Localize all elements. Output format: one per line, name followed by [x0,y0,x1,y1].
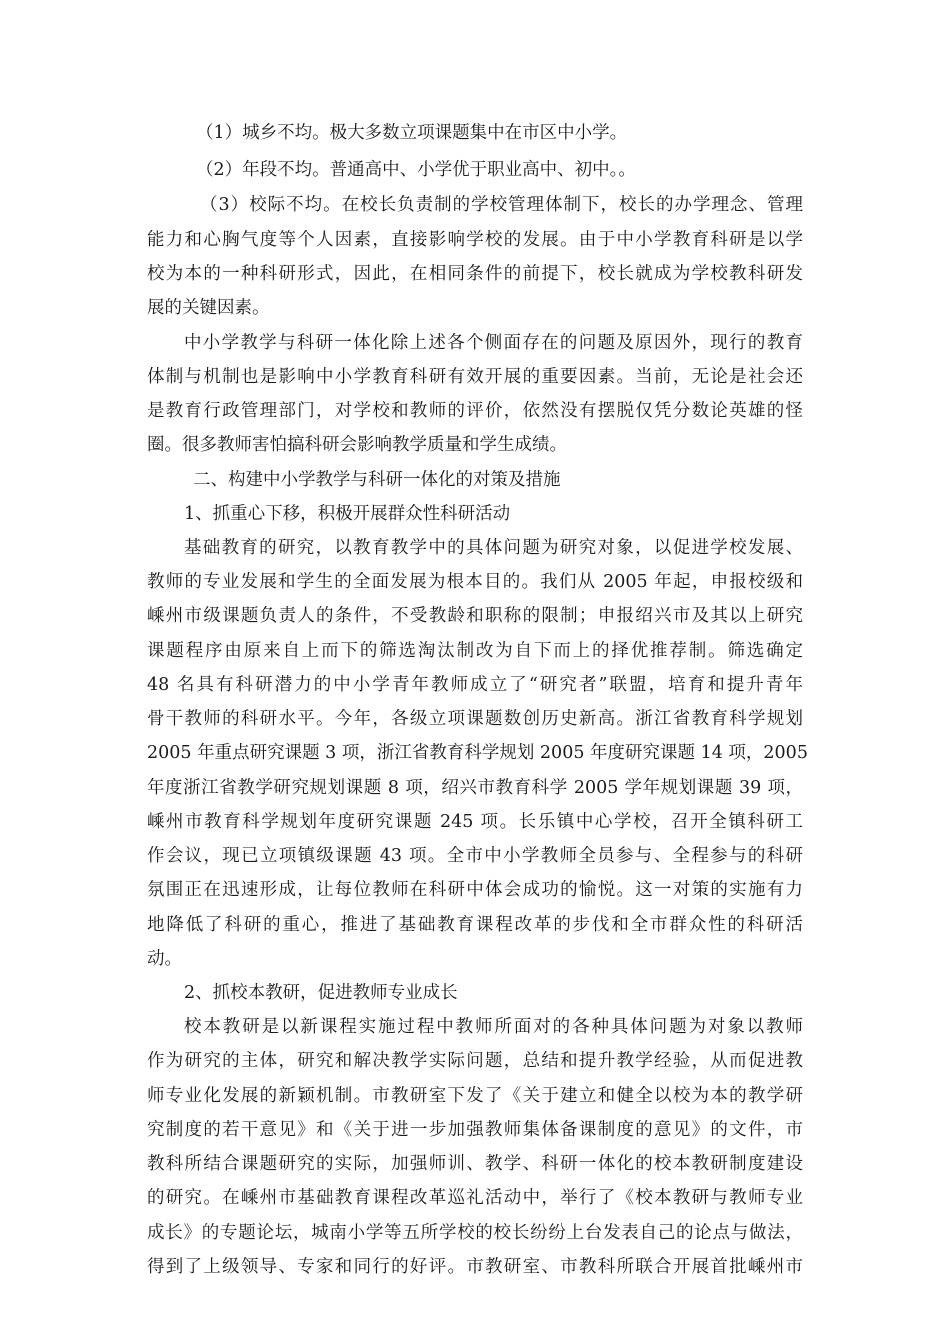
text-line: 展的关键因素。 [147,298,270,318]
text-line: 年度浙江省教学研究规划课题 8 项，绍兴市教育科学 2005 学年规划课题 39 项， [147,778,803,798]
text-line: 教师的专业发展和学生的全面发展为根本目的。我们从 2005 年起，申报校级和 [147,572,803,592]
text-line: 基础教育的研究，以教育教学中的具体问题为研究对象，以促进学校发展、 [184,538,803,558]
text-line: 究制度的若干意见》和《关于进一步加强教师集体备课制度的意见》的文件，市 [147,1120,803,1140]
text-line: 作为研究的主体，研究和解决教学实际问题，总结和提升教学经验，从而促进教 [147,1051,803,1071]
text-line: （2）年段不均。普通高中、小学优于职业高中、初中。。 [196,160,636,180]
text-line: 成长》的专题论坛，城南小学等五所学校的校长纷纷上台发表自己的论点与做法， [147,1223,803,1243]
text-line: 48 名具有科研潜力的中小学青年教师成立了“研究者”联盟，培育和提升青年 [147,675,803,695]
subsection-heading: 2、抓校本教研，促进教师专业成长 [184,983,458,1003]
text-line: 圈。很多教师害怕搞科研会影响教学质量和学生成绩。 [147,435,567,455]
text-line: 嵊州市级课题负责人的条件，不受教龄和职称的限制；申报绍兴市及其以上研究 [147,606,803,626]
text-line: 中小学教学与科研一体化除上述各个侧面存在的问题及原因外，现行的教育 [184,333,803,353]
section-heading: 二、构建中小学教学与科研一体化的对策及措施 [193,470,561,490]
text-line: 动。 [147,949,182,969]
text-line: 2005 年重点研究课题 3 项，浙江省教育科学规划 2005 年度研究课题 14 项，2005 [147,743,808,763]
text-line: 骨干教师的科研水平。今年，各级立项课题数创历史新高。浙江省教育科学规划 [147,709,803,729]
text-line: 得到了上级领导、专家和同行的好评。市教研室、市教科所联合开展首批嵊州市 [147,1257,803,1277]
subsection-heading: 1、抓重心下移，积极开展群众性科研活动 [184,504,511,524]
text-line: 课题程序由原来自上而下的筛选淘汰制改为自下而上的择优推荐制。筛选确定 [147,641,803,661]
text-line: 地降低了科研的重心，推进了基础教育课程改革的步伐和全市群众性的科研活 [147,915,803,935]
text-line: 能力和心胸气度等个人因素，直接影响学校的发展。由于中小学教育科研是以学 [147,230,803,250]
text-line: 校本教研是以新课程实施过程中教师所面对的各种具体问题为对象以教师 [184,1017,803,1037]
text-line: 嵊州市教育科学规划年度研究课题 245 项。长乐镇中心学校，召开全镇科研工 [147,812,803,832]
text-line: 是教育行政管理部门，对学校和教师的评价，依然没有摆脱仅凭分数论英雄的怪 [147,401,803,421]
text-line: 师专业化发展的新颖机制。市教研室下发了《关于建立和健全以校为本的教学研 [147,1086,803,1106]
text-line: 作会议，现已立项镇级课题 43 项。全市中小学教师全员参与、全程参与的科研 [147,846,803,866]
text-line: 的研究。在嵊州市基础教育课程改革巡礼活动中，举行了《校本教研与教师专业 [147,1188,803,1208]
text-line: 氛围正在迅速形成，让每位教师在科研中体会成功的愉悦。这一对策的实施有力 [147,880,803,900]
text-line: 体制与机制也是影响中小学教育科研有效开展的重要因素。当前，无论是社会还 [147,367,803,387]
text-line: 教科所结合课题研究的实际，加强师训、教学、科研一体化的校本教研制度建设 [147,1154,803,1174]
text-line: （1）城乡不均。极大多数立项课题集中在市区中小学。 [196,123,628,143]
text-line: 校为本的一种科研形式，因此，在相同条件的前提下，校长就成为学校教科研发 [147,264,803,284]
text-line: （3）校际不均。在校长负责制的学校管理体制下，校长的办学理念、管理 [200,195,803,215]
